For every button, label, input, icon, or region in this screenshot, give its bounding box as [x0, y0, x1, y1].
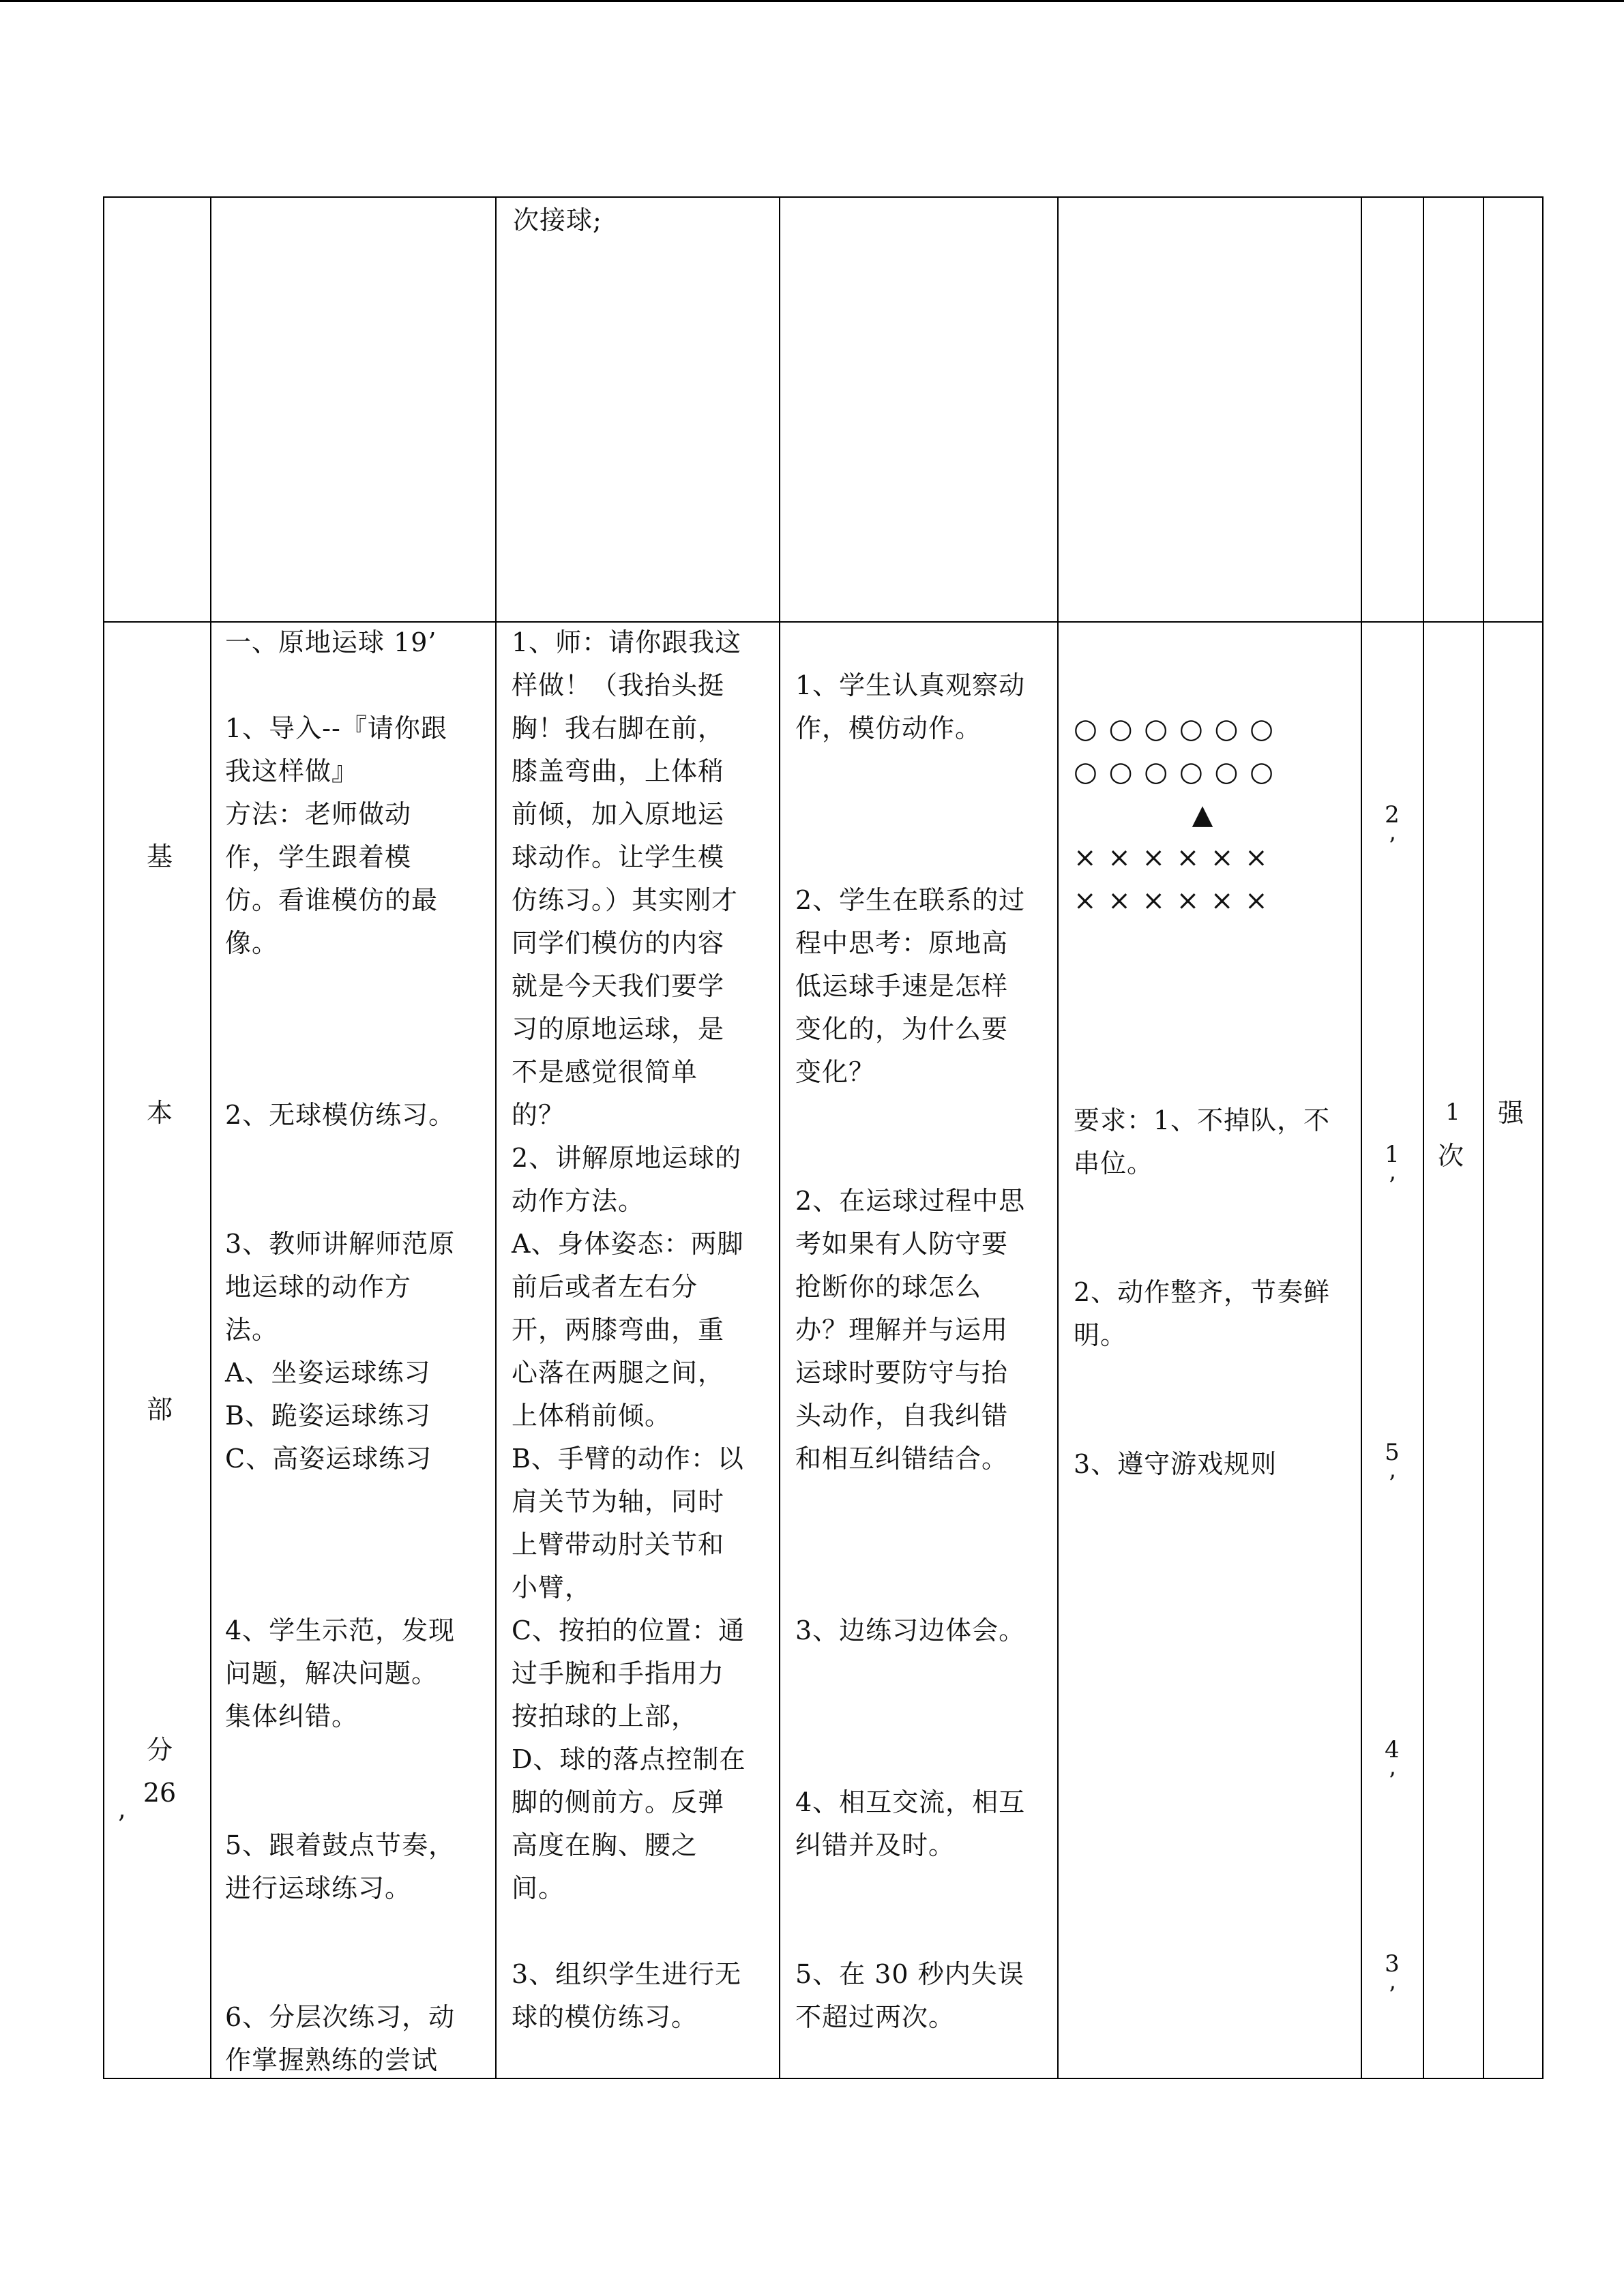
table-top-border [103, 196, 1544, 198]
text-line: 高度在胸、腰之 [512, 1830, 698, 1860]
text-line: 低运球手速是怎样 [795, 971, 1009, 1001]
text-line: C、高姿运球练习 [225, 1444, 432, 1474]
text-line: A、身体姿态：两脚 [512, 1229, 744, 1259]
text-line: 习的原地运球，是 [512, 1014, 725, 1044]
text-line: 动作方法。 [512, 1186, 645, 1216]
text-line: 明。 [1074, 1320, 1127, 1350]
text-line: 球动作。让学生模 [512, 842, 725, 872]
col-border [1361, 196, 1362, 2079]
text-line: 变化的，为什么要 [795, 1014, 1009, 1044]
text-line: B、跪姿运球练习 [225, 1401, 431, 1431]
content-continuation: 次接球; [513, 205, 602, 235]
text-line: 心落在两腿之间， [512, 1358, 725, 1388]
col-border [1542, 196, 1544, 2079]
time-mark: ’ [1388, 1768, 1396, 1795]
time-mark: ’ [1388, 1172, 1396, 1199]
text-line: 地运球的动作方 [225, 1272, 412, 1302]
teacher-triangle-icon: ▲ [1192, 799, 1215, 831]
text-line: 5、在 30 秒内失误 [795, 1959, 1024, 1989]
time-mark: ’ [1388, 1982, 1396, 2009]
text-line: 2、在运球过程中思 [795, 1186, 1026, 1216]
text-line: 上体稍前倾。 [512, 1401, 672, 1431]
text-line: 前倾，加入原地运 [512, 799, 725, 829]
time-value: 3 [1385, 1950, 1400, 1978]
col-border [1483, 196, 1484, 2079]
text-line: 运球时要防守与抬 [795, 1358, 1009, 1388]
text-line: 办？理解并与运用 [795, 1315, 1009, 1345]
text-line: 1、学生认真观察动 [795, 670, 1026, 700]
text-line: 3、教师讲解师范原 [225, 1229, 456, 1259]
text-line: 问题，解决问题。 [225, 1658, 439, 1688]
time-value: 4 [1385, 1736, 1400, 1763]
time-mark: ’ [1388, 833, 1396, 860]
text-line: C、按拍的位置：通 [512, 1615, 745, 1645]
time-mark: ’ [1388, 1470, 1396, 1497]
text-line: 2、学生在联系的过 [795, 885, 1026, 915]
text-line: 的？ [512, 1100, 565, 1130]
text-line: 3、组织学生进行无 [512, 1959, 742, 1989]
page-top-border [0, 0, 1624, 2]
text-line: 样做！（我抬头挺 [512, 670, 725, 700]
formation-row-crosses: × × × × × × [1074, 842, 1269, 874]
text-line: 小臂， [512, 1572, 592, 1602]
reps-unit: 次 [1438, 1141, 1465, 1171]
text-line: 不超过两次。 [795, 2002, 956, 2032]
text-line: 一、原地运球 19’ [225, 627, 437, 657]
text-line: 4、相互交流，相互 [795, 1787, 1026, 1817]
text-line: 我这样做』 [225, 756, 359, 786]
text-line: B、手臂的动作：以 [512, 1444, 744, 1474]
text-line: 纠错并及时。 [795, 1830, 956, 1860]
col-border [495, 196, 497, 2079]
text-line: 头动作，自我纠错 [795, 1401, 1009, 1431]
section-char: 部 [146, 1395, 173, 1425]
text-line: 1、导入--『请你跟 [225, 713, 447, 743]
text-line: 考如果有人防守要 [795, 1229, 1009, 1259]
text-line: 串位。 [1074, 1148, 1154, 1178]
text-line: 前后或者左右分 [512, 1272, 698, 1302]
text-line: 5、跟着鼓点节奏， [225, 1830, 456, 1860]
formation-row-crosses: × × × × × × [1074, 885, 1269, 916]
text-line: 就是今天我们要学 [512, 971, 725, 1001]
text-line: 作，学生跟着模 [225, 842, 412, 872]
time-value: 1 [1385, 1141, 1400, 1168]
text-line: 1、师：请你跟我这 [512, 627, 742, 657]
text-line: 和相互纠错结合。 [795, 1444, 1009, 1474]
text-line: 开，两膝弯曲，重 [512, 1315, 725, 1345]
formation-row-circles: ○ ○ ○ ○ ○ ○ [1074, 713, 1275, 745]
col-border [103, 196, 104, 2079]
text-line: 作，模仿动作。 [795, 713, 982, 743]
text-line: 球的模仿练习。 [512, 2002, 698, 2032]
text-line: 同学们模仿的内容 [512, 928, 725, 958]
text-line: 仿。看谁模仿的最 [225, 885, 439, 915]
text-line: 仿练习。）其实刚才 [512, 885, 739, 915]
text-line: 方法：老师做动 [225, 799, 412, 829]
text-line: 3、边练习边体会。 [795, 1615, 1026, 1645]
text-line: A、坐姿运球练习 [225, 1358, 431, 1388]
section-duration: 26 [143, 1778, 177, 1808]
text-line: 程中思考：原地高 [795, 928, 1009, 958]
text-line: 肩关节为轴，同时 [512, 1487, 725, 1517]
text-line: 膝盖弯曲，上体稍 [512, 756, 725, 786]
text-line: 过手腕和手指用力 [512, 1658, 725, 1688]
section-duration-mark: ’ [117, 1810, 127, 1840]
time-value: 2 [1385, 801, 1400, 829]
text-line: 法。 [225, 1315, 279, 1345]
text-line: 像。 [225, 928, 279, 958]
text-line: 抢断你的球怎么 [795, 1272, 982, 1302]
time-value: 5 [1385, 1439, 1400, 1466]
text-line: 4、学生示范，发现 [225, 1615, 456, 1645]
text-line: 2、动作整齐，节奏鲜 [1074, 1277, 1331, 1307]
text-line: 集体纠错。 [225, 1701, 359, 1731]
text-line: 3、遵守游戏规则 [1074, 1449, 1278, 1479]
reps-value: 1 [1445, 1099, 1460, 1126]
col-border [1057, 196, 1059, 2079]
col-border [779, 196, 780, 2079]
text-line: 6、分层次练习，动 [225, 2002, 456, 2032]
text-line: 间。 [512, 1873, 565, 1903]
text-line: 进行运球练习。 [225, 1873, 412, 1903]
text-line: 按拍球的上部， [512, 1701, 698, 1731]
text-line: D、球的落点控制在 [512, 1744, 746, 1774]
section-char: 分 [146, 1735, 173, 1765]
text-line: 脚的侧前方。反弹 [512, 1787, 725, 1817]
text-line: 上臂带动肘关节和 [512, 1530, 725, 1560]
text-line: 胸！我右脚在前， [512, 713, 725, 743]
text-line: 2、讲解原地运球的 [512, 1143, 742, 1173]
col-border [1423, 196, 1424, 2079]
section-char: 基 [146, 841, 173, 871]
text-line: 要求：1、不掉队，不 [1074, 1105, 1331, 1135]
formation-row-circles: ○ ○ ○ ○ ○ ○ [1074, 756, 1275, 788]
text-line: 作掌握熟练的尝试 [225, 2045, 439, 2075]
section-char: 本 [146, 1098, 173, 1128]
text-line: 变化？ [795, 1057, 876, 1087]
text-line: 不是感觉很简单 [512, 1057, 698, 1087]
text-line: 2、无球模仿练习。 [225, 1100, 456, 1130]
intensity-value: 强 [1498, 1098, 1525, 1128]
